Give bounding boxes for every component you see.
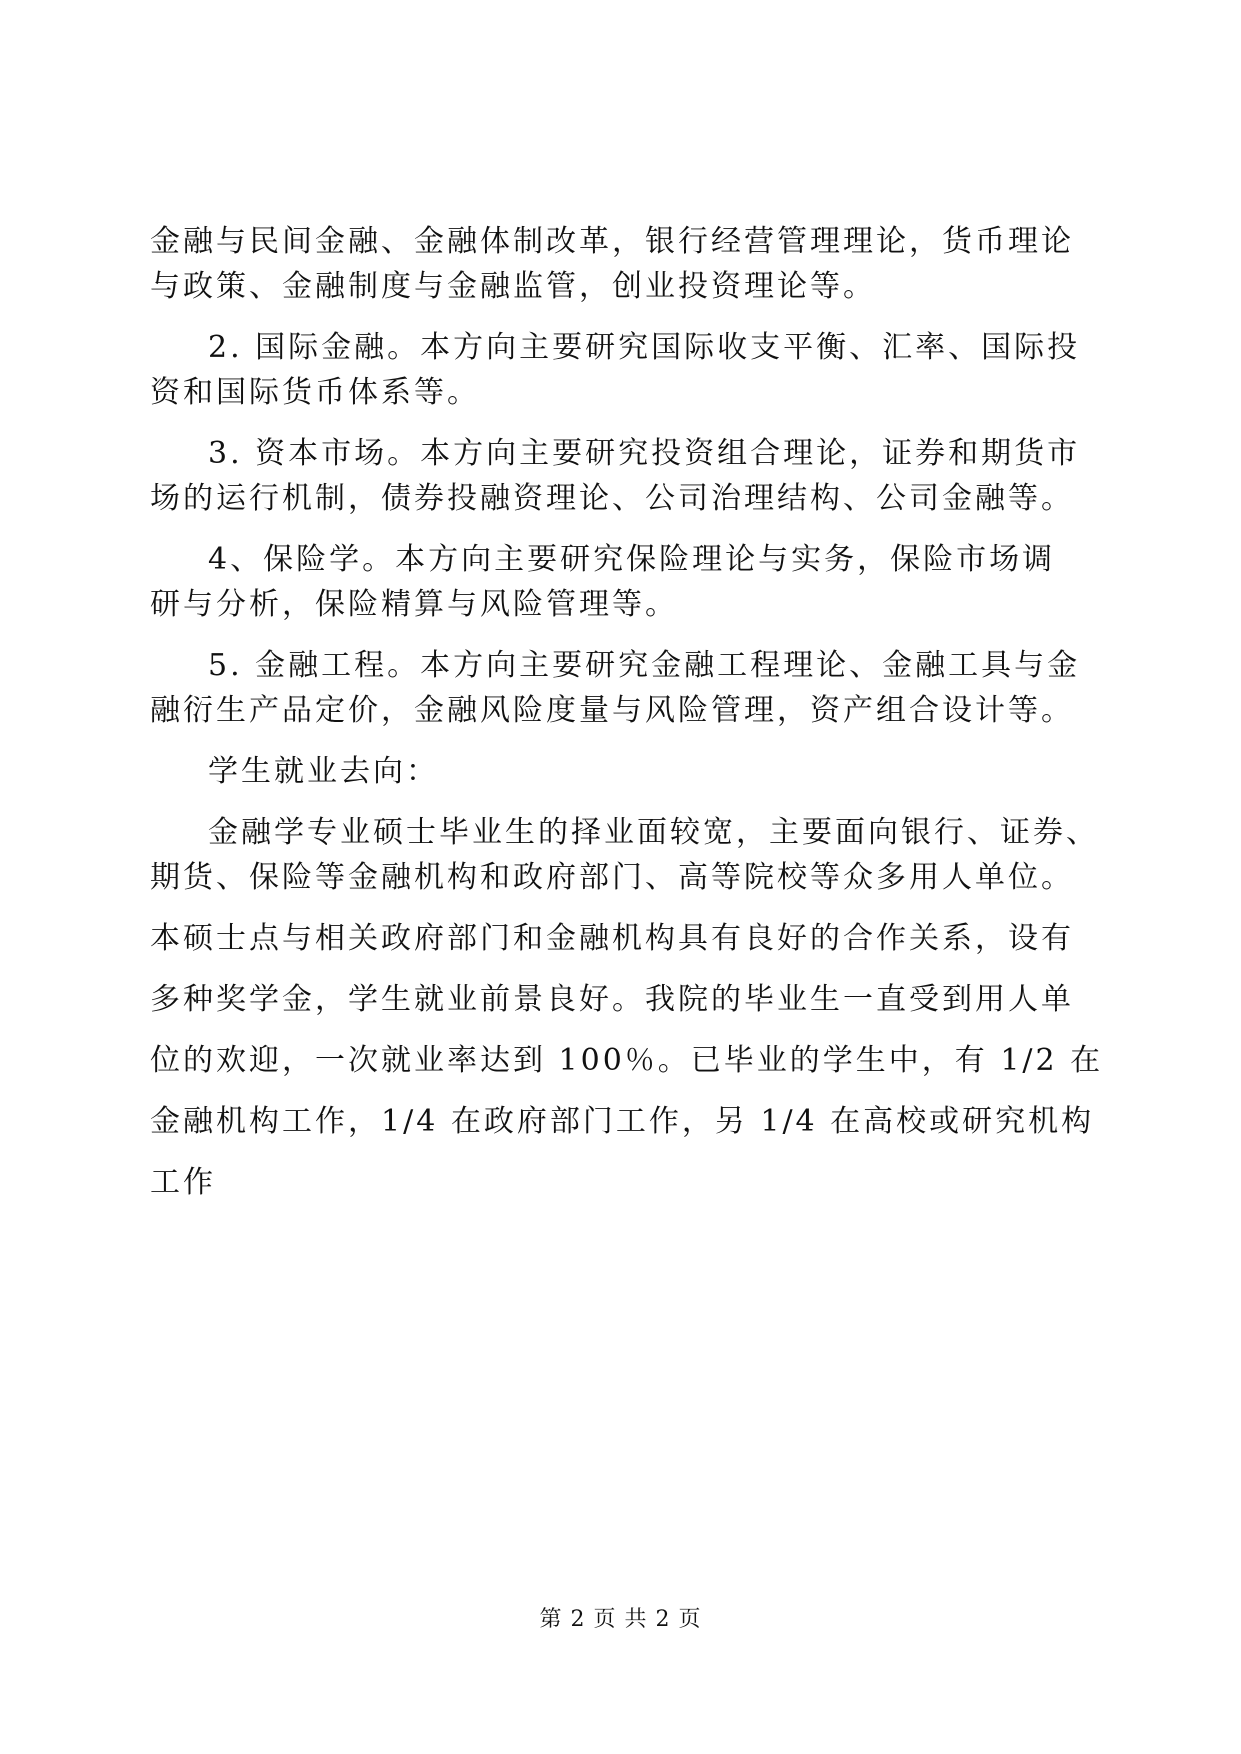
text-line: 与政策、金融制度与金融监管，创业投资理论等。 — [150, 269, 876, 304]
text-line: 研与分析，保险精算与风险管理等。 — [150, 587, 678, 622]
text-line: 2. 国际金融。本方向主要研究国际收支平衡、汇率、国际投 — [208, 330, 1081, 365]
text-line: 本硕士点与相关政府部门和金融机构具有良好的合作关系，设有 — [150, 921, 1074, 956]
text-line: 金融与民间金融、金融体制改革，银行经营管理理论，货币理论 — [150, 224, 1074, 259]
page-footer: 第 2 页 共 2 页 — [539, 1607, 702, 1632]
text-line: 位的欢迎，一次就业率达到 100％。已毕业的学生中，有 1/2 在 — [150, 1043, 1104, 1078]
text-line: 工作 — [150, 1165, 216, 1200]
text-line: 多种奖学金，学生就业前景良好。我院的毕业生一直受到用人单 — [150, 982, 1074, 1017]
text-line: 5. 金融工程。本方向主要研究金融工程理论、金融工具与金 — [208, 648, 1081, 683]
text-line: 资和国际货币体系等。 — [150, 375, 480, 410]
text-line: 3. 资本市场。本方向主要研究投资组合理论，证券和期货市 — [208, 436, 1081, 471]
text-line: 融衍生产品定价，金融风险度量与风险管理，资产组合设计等。 — [150, 693, 1074, 728]
text-line: 4、保险学。本方向主要研究保险理论与实务，保险市场调 — [208, 542, 1056, 577]
text-line: 金融机构工作，1/4 在政府部门工作，另 1/4 在高校或研究机构 — [150, 1104, 1095, 1139]
section-heading: 学生就业去向： — [208, 754, 439, 789]
text-line: 场的运行机制，债券投融资理论、公司治理结构、公司金融等。 — [150, 481, 1074, 516]
text-line: 金融学专业硕士毕业生的择业面较宽，主要面向银行、证券、 — [208, 815, 1099, 850]
text-line: 期货、保险等金融机构和政府部门、高等院校等众多用人单位。 — [150, 860, 1074, 895]
